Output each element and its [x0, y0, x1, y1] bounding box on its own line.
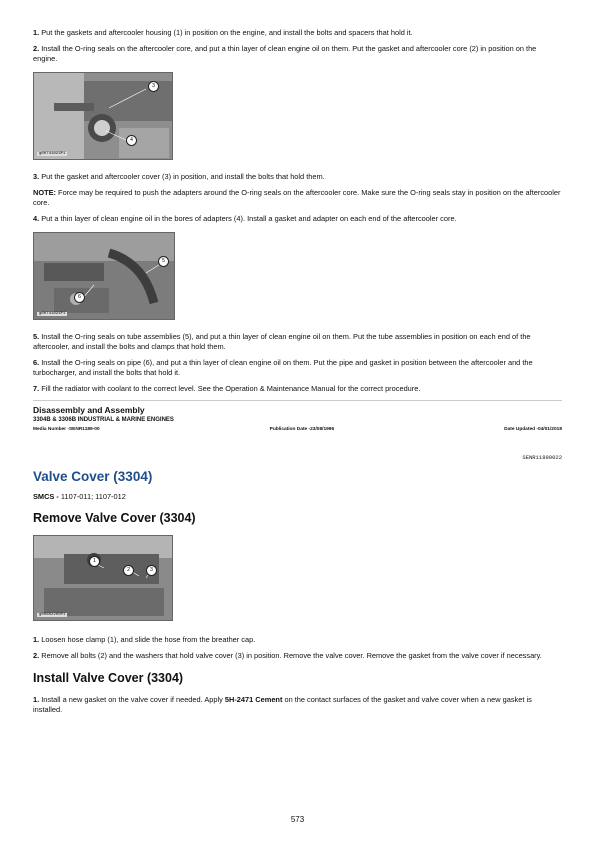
install-step-1 — [33, 695, 562, 715]
callout-3: 3 — [148, 81, 159, 92]
smcs-codes — [33, 492, 562, 501]
step-number: 2. — [33, 651, 40, 660]
callout-4: 4 — [126, 135, 137, 146]
step-number: 3. — [33, 172, 40, 181]
remove-step-2 — [33, 651, 562, 661]
step-number: 7. — [33, 384, 40, 393]
callout-1: 1 — [89, 556, 100, 567]
manual-meta — [33, 427, 562, 432]
smcs-values: 1107-011; 1107-012 — [58, 492, 126, 501]
page-number: 573 — [290, 815, 305, 824]
section-title: Valve Cover (3304) — [33, 469, 153, 484]
remove-step-1 — [33, 635, 562, 645]
step-2 — [33, 44, 562, 64]
step-text: Remove all bolts (2) and the washers that hold valve cover (3) in position. Remove the valve cover. Remove the gasket from the valve cover if necessary. — [41, 651, 542, 660]
note — [33, 188, 562, 208]
step-text: Fill the radiator with coolant to the correct level. See the Operation & Maintenance Manual for the correct procedure. — [41, 384, 421, 393]
document-number: SENR11890022 — [522, 454, 562, 461]
step-number: 6. — [33, 358, 40, 367]
step-3 — [33, 172, 562, 182]
figure-id: g00602200P1 — [39, 613, 66, 617]
callout-2: 2 — [123, 565, 134, 576]
step-text: Put the gasket and aftercooler cover (3) in position, and install the bolts that hold them. — [41, 172, 325, 181]
manual-subtitle: 3304B & 3306B INDUSTRIAL & MARINE ENGINES — [33, 417, 174, 423]
part-number: 5H-2471 Cement — [224, 695, 283, 704]
step-5 — [33, 332, 562, 352]
smcs-label: SMCS - — [33, 492, 59, 501]
step-number: 5. — [33, 332, 40, 341]
publication-date: Publication Date -23/08/1996 — [269, 427, 335, 432]
step-4 — [33, 214, 562, 224]
callout-5: 5 — [158, 256, 169, 267]
step-text: Install the O-ring seals on pipe (6), and put a thin layer of clean engine oil on them. Put the pipe and gasket in position between the aftercooler and the turbocharger, and install the bolts that hold it. — [33, 358, 533, 377]
callout-6: 6 — [74, 292, 85, 303]
step-text: Put a thin layer of clean engine oil in the bores of adapters (4). Install a gasket and adapter on each end of the aftercooler core. — [41, 214, 457, 223]
step-text: Put the gaskets and aftercooler housing (1) in position on the engine, and install the bolts and spacers that hold it. — [41, 28, 413, 37]
figure-id: g00741823P1 — [39, 152, 66, 156]
note-label: NOTE: — [33, 188, 56, 197]
step-number: 2. — [33, 44, 40, 53]
step-text-post: on the contact surfaces of the gasket and valve cover when a new gasket is installed. — [33, 695, 532, 714]
step-7 — [33, 384, 562, 394]
step-text: Install the O-ring seals on the aftercooler core, and put a thin layer of clean engine oil on them. Put the gasket and aftercooler core (2) in position on the engine. — [33, 44, 537, 63]
figure-aftercooler-core — [33, 72, 173, 160]
step-number: 1. — [33, 695, 40, 704]
step-1 — [33, 28, 562, 38]
step-number: 4. — [33, 214, 40, 223]
step-text: Loosen hose clamp (1), and slide the hose from the breather cap. — [41, 635, 256, 644]
step-number: 1. — [33, 635, 40, 644]
media-number: Media Number -SENR1189-00 — [33, 427, 100, 432]
step-number: 1. — [33, 28, 40, 37]
callout-3: 3 — [146, 565, 157, 576]
step-text: Install the O-ring seals on tube assemblies (5), and put a thin layer of clean engine oil on them. Put the tube assemblies in position on each end of the aftercooler, and install the bolts and clamps that hold them. — [33, 332, 531, 351]
install-heading: Install Valve Cover (3304) — [33, 671, 184, 685]
document-page — [33, 28, 562, 721]
figure-tube-assemblies — [33, 232, 175, 320]
note-text: Force may be required to push the adapters around the O-ring seals on the aftercooler core. Make sure the O-ring seals stay in position on the aftercooler core. — [33, 188, 561, 207]
remove-heading: Remove Valve Cover (3304) — [33, 511, 196, 525]
figure-valve-cover — [33, 535, 173, 621]
divider — [33, 400, 562, 401]
engine-photo — [34, 233, 174, 319]
engine-photo — [34, 536, 172, 620]
manual-title: Disassembly and Assembly — [33, 405, 145, 415]
figure-id: g00741824P1 — [39, 312, 66, 316]
step-6 — [33, 358, 562, 378]
date-updated: Date Updated -04/01/2018 — [504, 427, 562, 432]
step-text-pre: Install a new gasket on the valve cover if needed. Apply — [41, 695, 225, 704]
